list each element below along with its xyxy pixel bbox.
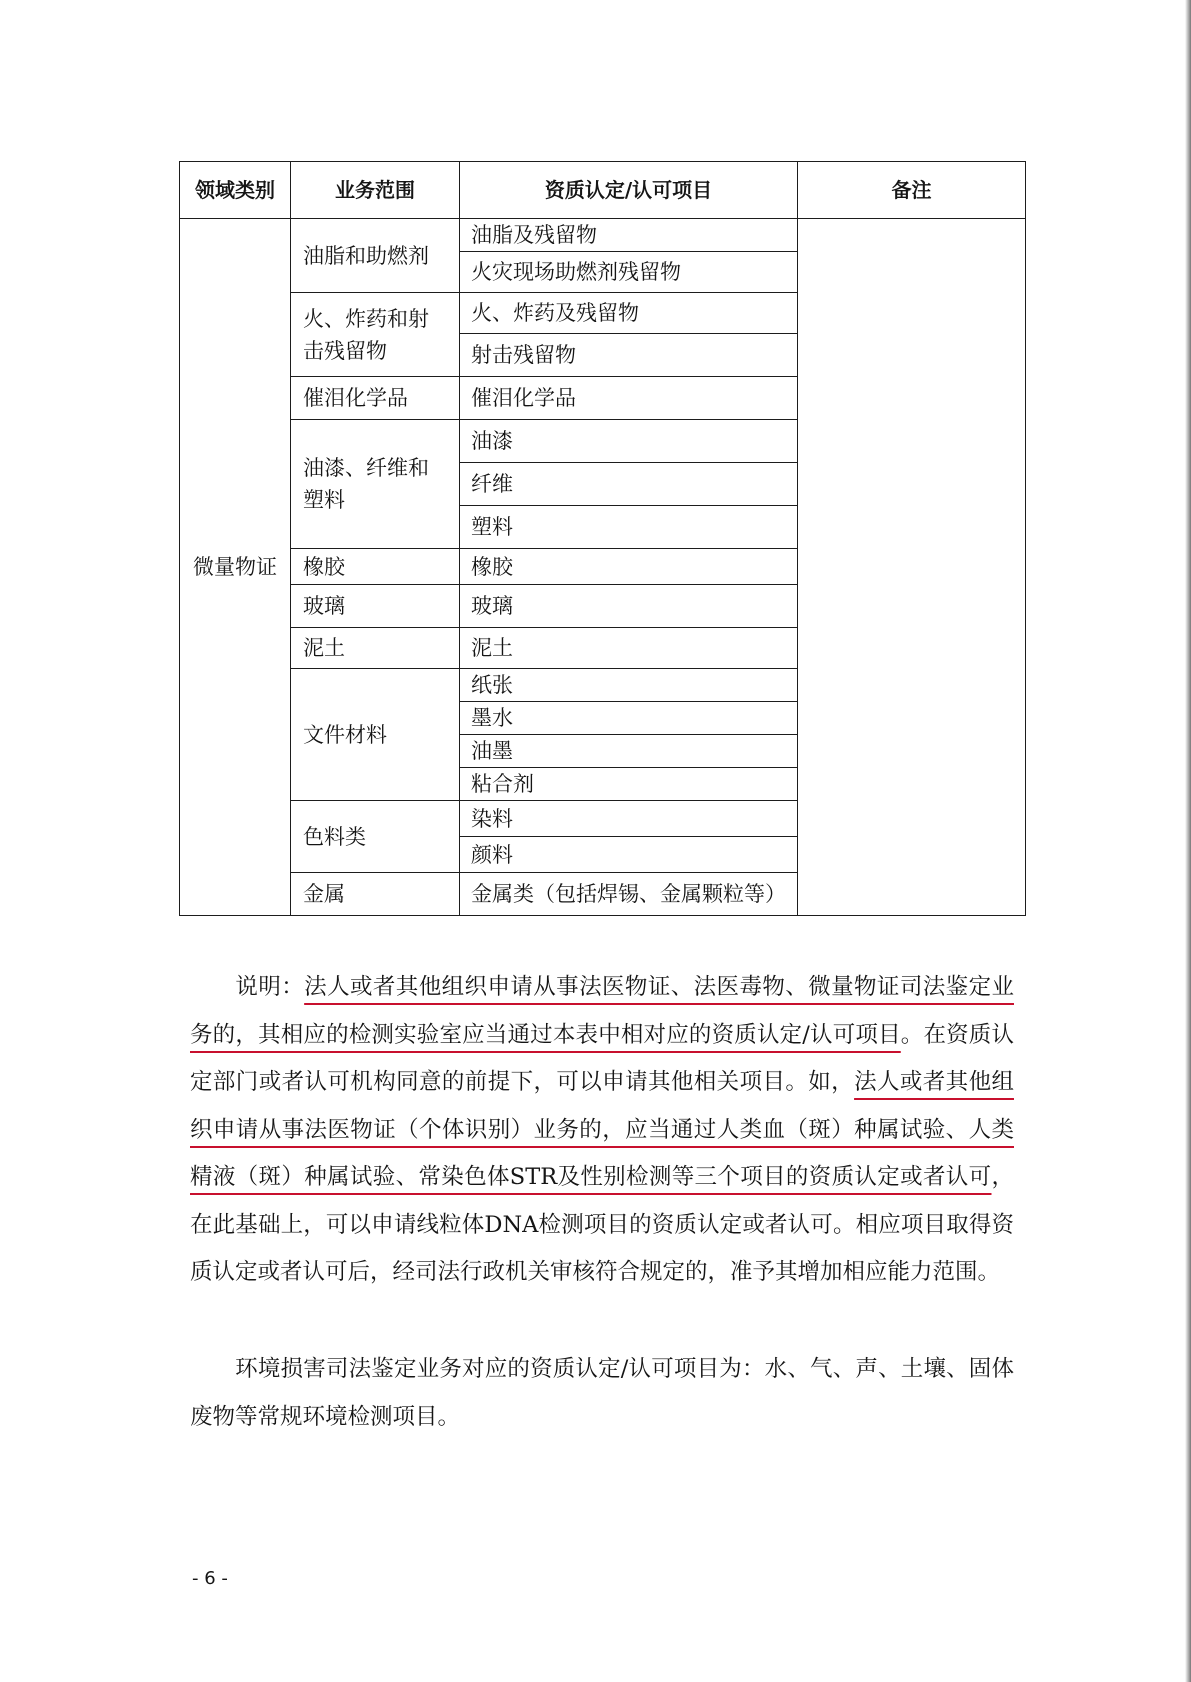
environment-text: 环境损害司法鉴定业务对应的资质认定/认可项目为：水、气、声、土壤、固体废物等常规环境检测项目。	[190, 1356, 1014, 1430]
explanation-text-end: ，在此基础上，可以申请线粒体DNA检测项目的资质认定或者认可。相应项目取得资质认定或者认可后，经司法行政机关审核符合规定的，准予其增加相应能力范围。	[190, 1164, 1014, 1285]
scope-cell: 金属	[291, 873, 460, 916]
item-cell: 墨水	[460, 702, 798, 735]
item-cell: 橡胶	[460, 549, 798, 585]
item-cell: 塑料	[460, 506, 798, 549]
item-cell: 泥土	[460, 628, 798, 669]
item-cell: 油漆	[460, 420, 798, 463]
table-row	[180, 219, 1026, 252]
scope-cell: 泥土	[291, 628, 460, 669]
scope-cell: 油脂和助燃剂	[291, 219, 460, 293]
item-cell: 油墨	[460, 735, 798, 768]
environment-paragraph	[190, 1346, 1014, 1441]
scope-cell: 火、炸药和射击残留物	[291, 293, 460, 377]
scope-cell: 色料类	[291, 801, 460, 873]
item-cell: 颜料	[460, 837, 798, 873]
item-cell: 纸张	[460, 669, 798, 702]
note-cell	[798, 219, 1026, 916]
table-header-row	[180, 162, 1026, 219]
item-cell: 射击残留物	[460, 334, 798, 377]
item-cell: 粘合剂	[460, 768, 798, 801]
scope-cell: 催泪化学品	[291, 377, 460, 420]
header-item: 资质认定/认可项目	[460, 162, 798, 219]
header-field: 领域类别	[180, 162, 291, 219]
item-cell: 玻璃	[460, 585, 798, 628]
underlined-example: 法人或者其他组织申请从事法医物证（个体识别）业务的，应当通过人类血（斑）种属试验、人类精液（斑）种属试验、常染色体STR及性别检测等三个项目的资质认定或者认可	[190, 1069, 1014, 1190]
item-cell: 催泪化学品	[460, 377, 798, 420]
field-cell: 微量物证	[180, 219, 291, 916]
item-cell: 金属类（包括焊锡、金属颗粒等）	[460, 873, 798, 916]
item-cell: 火灾现场助燃剂残留物	[460, 252, 798, 293]
scan-edge-shadow	[1185, 0, 1191, 1682]
explanation-paragraph	[190, 964, 1014, 1297]
scope-cell: 橡胶	[291, 549, 460, 585]
page-number: - 6 -	[192, 1568, 228, 1589]
scope-cell: 玻璃	[291, 585, 460, 628]
item-cell: 火、炸药及残留物	[460, 293, 798, 334]
header-note: 备注	[798, 162, 1026, 219]
underlined-requirement: 法人或者其他组织申请从事法医物证、法医毒物、微量物证司法鉴定业务的，其相应的检测实验室应当通过本表中相对应的资质认定/认可项目	[190, 974, 1014, 1048]
item-cell: 油脂及残留物	[460, 219, 798, 252]
qualification-table	[179, 161, 1026, 916]
explanation-lead: 说明：	[235, 974, 305, 1000]
scope-cell: 油漆、纤维和塑料	[291, 420, 460, 549]
item-cell: 纤维	[460, 463, 798, 506]
item-cell: 染料	[460, 801, 798, 837]
scope-cell: 文件材料	[291, 669, 460, 801]
explanation-text: 。在资质认定部门或者认可机构同意的前提下，可以申请其他相关项目。如，	[190, 1021, 1014, 1095]
header-scope: 业务范围	[291, 162, 460, 219]
